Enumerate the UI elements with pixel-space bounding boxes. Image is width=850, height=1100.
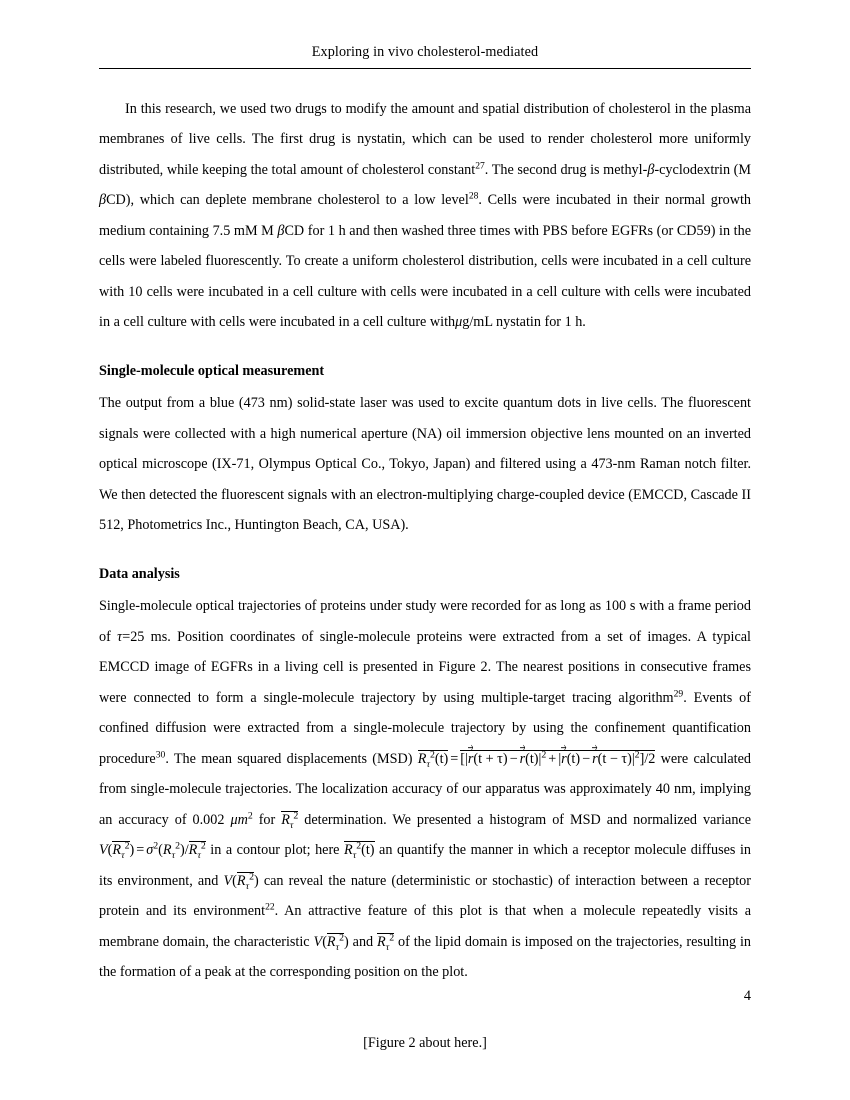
- msd-bracket-close: ]: [639, 750, 645, 767]
- page-content: [99, 44, 751, 1058]
- intro-text-5: . Cells were incubated in their normal growth medium containing 7.5 mM M: [99, 192, 752, 239]
- running-header-title: Exploring in vivo cholesterol-mediated: [311, 44, 539, 60]
- msd-equals-sign: =: [450, 750, 459, 767]
- msd-minus-2: −: [582, 750, 591, 767]
- analysis-text-2: =25 ms. Position coordinates of single-molecule proteins were extracted from a set of images. A typical EMCCD image of EGFRs in a living cell is presented in Figure 2. The nearest positions in consecutive frames were connected to form a single-molecule trajectory by using multiple-target tracing algorithm: [99, 628, 751, 706]
- analysis-text-11: . An attractive feature of this plot is that when a molecule repeatedly visits a membrane domain, the characteristic: [99, 903, 751, 950]
- msd-of-t-arg-2: (t): [361, 842, 375, 859]
- msd-t-minus-tau: (t − τ): [597, 750, 632, 767]
- variance-paren-open: (: [107, 842, 113, 859]
- msd-bar-3: |: [631, 750, 635, 767]
- vector-arrow-icon: [468, 744, 474, 750]
- analysis-text-1: Single-molecule optical trajectories of proteins under study were recorded for as long as 100 s with a frame period of: [99, 598, 751, 645]
- variance-V-2: V: [223, 872, 233, 889]
- variance-num-exp: 2: [175, 840, 180, 852]
- msd-of-t-tau-2: τ: [352, 850, 357, 862]
- variance-V-3: V: [313, 933, 323, 950]
- vector-r-4-letter: r: [592, 750, 598, 767]
- citation-22: 22: [265, 901, 275, 913]
- section-heading-data-analysis: Data analysis: [99, 565, 180, 582]
- analysis-text-8: in a contour plot; here: [205, 842, 345, 859]
- variance-tau-2: τ: [245, 880, 250, 892]
- vector-r-3-letter: r: [561, 750, 567, 767]
- msd-squared-exponent: 2: [429, 749, 435, 761]
- msd-divided-by-two: /2: [644, 750, 656, 767]
- beta-symbol-2: β: [99, 192, 107, 209]
- msd-tau-subscript: τ: [426, 758, 430, 770]
- analysis-text-4: . The mean squared displacements (MSD): [165, 750, 418, 767]
- tau-symbol-frame-period: τ: [117, 628, 123, 645]
- msd-overline-group: [417, 749, 449, 770]
- intro-text-6: CD for 1 h and then washed three times with PBS before EGFRs (or CD59) in the cells were labeled fluorescently. To create a uniform cholesterol distribution, cells were incubated in a cell culture with 10 cells were incubated in a cell culture with cells were incubated in a cell culture with cells were incubated in a cell culture with cells were incubated in a cell culture with: [99, 222, 751, 331]
- body-area: [99, 94, 751, 1059]
- msd-of-t-exp-2: 2: [356, 840, 362, 852]
- paragraph-data-analysis: [99, 591, 751, 988]
- variance-R-2: R: [236, 872, 246, 889]
- variance-R: R: [112, 842, 122, 859]
- variance-num-paren-close: ): [179, 842, 185, 859]
- variance-paren-open-2: (: [232, 872, 237, 889]
- page-number: 4: [743, 988, 751, 1004]
- msd-symbol-definition: [417, 749, 461, 770]
- msd-bar-tau-1: τ: [289, 819, 294, 831]
- variance-num-tau: τ: [171, 850, 176, 862]
- msd-of-t-symbol-2: [344, 840, 375, 862]
- msd-bar-exp-1: 2: [293, 810, 299, 822]
- variance-paren-close-2: ): [253, 872, 259, 889]
- msd-bracket-open: [|: [460, 750, 468, 767]
- variance-symbol-3: [313, 932, 349, 953]
- intro-text-4: CD), which can deplete membrane cholesterol to a low level: [106, 192, 469, 209]
- msd-bar-R-2: R: [377, 933, 386, 950]
- section-heading-optical-measurement: Single-molecule optical measurement: [99, 362, 325, 379]
- msd-expression: [460, 751, 655, 767]
- variance-sigma-exp: 2: [153, 840, 159, 852]
- analysis-text-6: for: [252, 811, 282, 828]
- variance-arg-overline-2: [236, 871, 254, 892]
- variance-exp-2: 2: [249, 871, 254, 883]
- analysis-text-7: determination. We presented a histogram of MSD and normalized variance: [298, 811, 752, 828]
- msd-bar-overline-1: [281, 810, 299, 831]
- vector-r-3: [561, 752, 567, 767]
- msd-bar-symbol-2: [377, 932, 395, 953]
- analysis-text-3: . Events of confined diffusion were extracted from a single-molecule trajectory by using the confinement quantification procedure: [99, 689, 752, 767]
- msd-bar-1: |: [538, 750, 542, 767]
- beta-symbol-1: β: [647, 161, 655, 178]
- variance-paren-close: ): [129, 842, 135, 859]
- msd-exponent-2: 2: [634, 749, 640, 761]
- variance-denom-exp: 2: [200, 840, 206, 852]
- variance-denom-overline: [188, 840, 206, 862]
- variance-num-paren-open: (: [158, 842, 163, 859]
- vector-r-2-letter: r: [519, 750, 526, 767]
- vector-r-1-letter: r: [467, 750, 474, 767]
- variance-arg-overline-3: [326, 932, 345, 953]
- variance-equals: =: [136, 842, 145, 859]
- beta-symbol-3: β: [277, 222, 285, 239]
- citation-30: 30: [155, 749, 166, 761]
- msd-minus-1: −: [509, 750, 518, 767]
- vector-r-4: [592, 752, 598, 767]
- variance-paren-open-3: (: [322, 933, 327, 950]
- msd-expression-overline: [460, 750, 655, 767]
- intro-text-3: -cyclodextrin (M: [654, 161, 752, 178]
- msd-bar-exp-2: 2: [389, 932, 395, 944]
- citation-28: 28: [468, 190, 479, 202]
- msd-t-plus-tau: (t + τ): [473, 750, 508, 767]
- citation-29: 29: [673, 688, 684, 700]
- micron-squared-unit: [230, 812, 252, 828]
- msd-bar-symbol-1: [281, 810, 299, 831]
- variance-num-R: R: [162, 842, 172, 859]
- citation-27: 27: [475, 160, 485, 172]
- analysis-text-10: can reveal the nature (deterministic or stochastic) of interaction between a receptor protein and its environment: [99, 872, 751, 920]
- msd-plus: +: [548, 750, 557, 767]
- intro-text-1: In this research, we used two drugs to modify the amount and spatial distribution of cholesterol in the plasma membranes of live cells. The first drug is nystatin, which can be used to render cholesterol more uniformly distributed, while keeping the total amount of cholesterol constant: [99, 100, 751, 178]
- paragraph-optical-measurement: The output from a blue (473 nm) solid-state laser was used to excite quantum dots in live cells. The fluorescent signals were collected with a high numerical aperture (NA) oil immersion objective lens mounted on an inverted optical microscope (IX-71, Olympus Optical Co., Tokyo, Japan) and filtered using a 473-nm Raman notch filter. We then detected the fluorescent signals with an electron-multiplying charge-coupled device (EMCCD, Cascade II 512, Photometrics Inc., Huntington Beach, CA, USA).: [99, 395, 751, 534]
- analysis-text-13: of the lipid domain is imposed on the trajectories, resulting in the formation of a peak at the corresponding position on the plot.: [99, 933, 751, 981]
- unit-squared: 2: [247, 810, 253, 822]
- analysis-text-12: and: [348, 933, 378, 950]
- msd-bar-overline-2: [377, 932, 395, 953]
- msd-t-only-2: (t): [566, 750, 581, 767]
- analysis-text-9: an quantify the manner in which a receptor molecule diffuses in its environment, and: [99, 842, 751, 889]
- variance-slash: /: [184, 842, 189, 859]
- variance-exp: 2: [124, 840, 130, 852]
- variance-arg-overline: [112, 840, 130, 862]
- variance-denom-R: R: [188, 842, 198, 859]
- vector-arrow-icon: [520, 744, 526, 750]
- msd-R: R: [417, 750, 427, 767]
- variance-symbol-2: [223, 871, 259, 892]
- intro-text-2: . The second drug is methyl-: [484, 161, 648, 178]
- msd-bar-tau-2: τ: [385, 941, 390, 953]
- msd-t-only-1: (t): [525, 750, 539, 767]
- running-header-rule: [99, 68, 751, 69]
- vector-arrow-icon: [561, 744, 567, 750]
- msd-bar-2: |: [558, 750, 562, 767]
- figure-placeholder-note: [Figure 2 about here.]: [363, 1034, 487, 1051]
- variance-paren-close-3: ): [344, 933, 349, 950]
- variance-tau-3: τ: [335, 941, 340, 953]
- vector-r-2: [520, 752, 526, 767]
- unit-mu: μ: [230, 811, 238, 828]
- variance-tau: τ: [121, 850, 125, 862]
- msd-of-t-R-2: R: [344, 842, 353, 859]
- variance-sigma: σ: [146, 842, 154, 859]
- msd-of-t-overline-2: [344, 840, 375, 862]
- msd-exponent-1: 2: [541, 749, 547, 761]
- variance-exp-3: 2: [339, 932, 345, 944]
- vector-r-1: [468, 752, 474, 767]
- paragraph-introduction: [99, 94, 751, 338]
- variance-V: V: [99, 842, 108, 859]
- analysis-text-5: were calculated from single-molecule trajectories. The localization accuracy of our apparatus was approximately 40 nm, implying an accuracy of 0.002: [99, 750, 751, 828]
- intro-text-7: g/mL nystatin for 1 h.: [462, 314, 586, 331]
- normalized-variance-formula: [99, 840, 206, 862]
- msd-of-t: (t): [434, 750, 449, 767]
- msd-bar-R-1: R: [281, 811, 290, 828]
- mu-symbol: μ: [455, 314, 463, 331]
- unit-m: m: [237, 811, 248, 828]
- variance-R-3: R: [326, 933, 336, 950]
- vector-arrow-icon: [592, 744, 598, 750]
- variance-denom-tau: τ: [197, 850, 201, 862]
